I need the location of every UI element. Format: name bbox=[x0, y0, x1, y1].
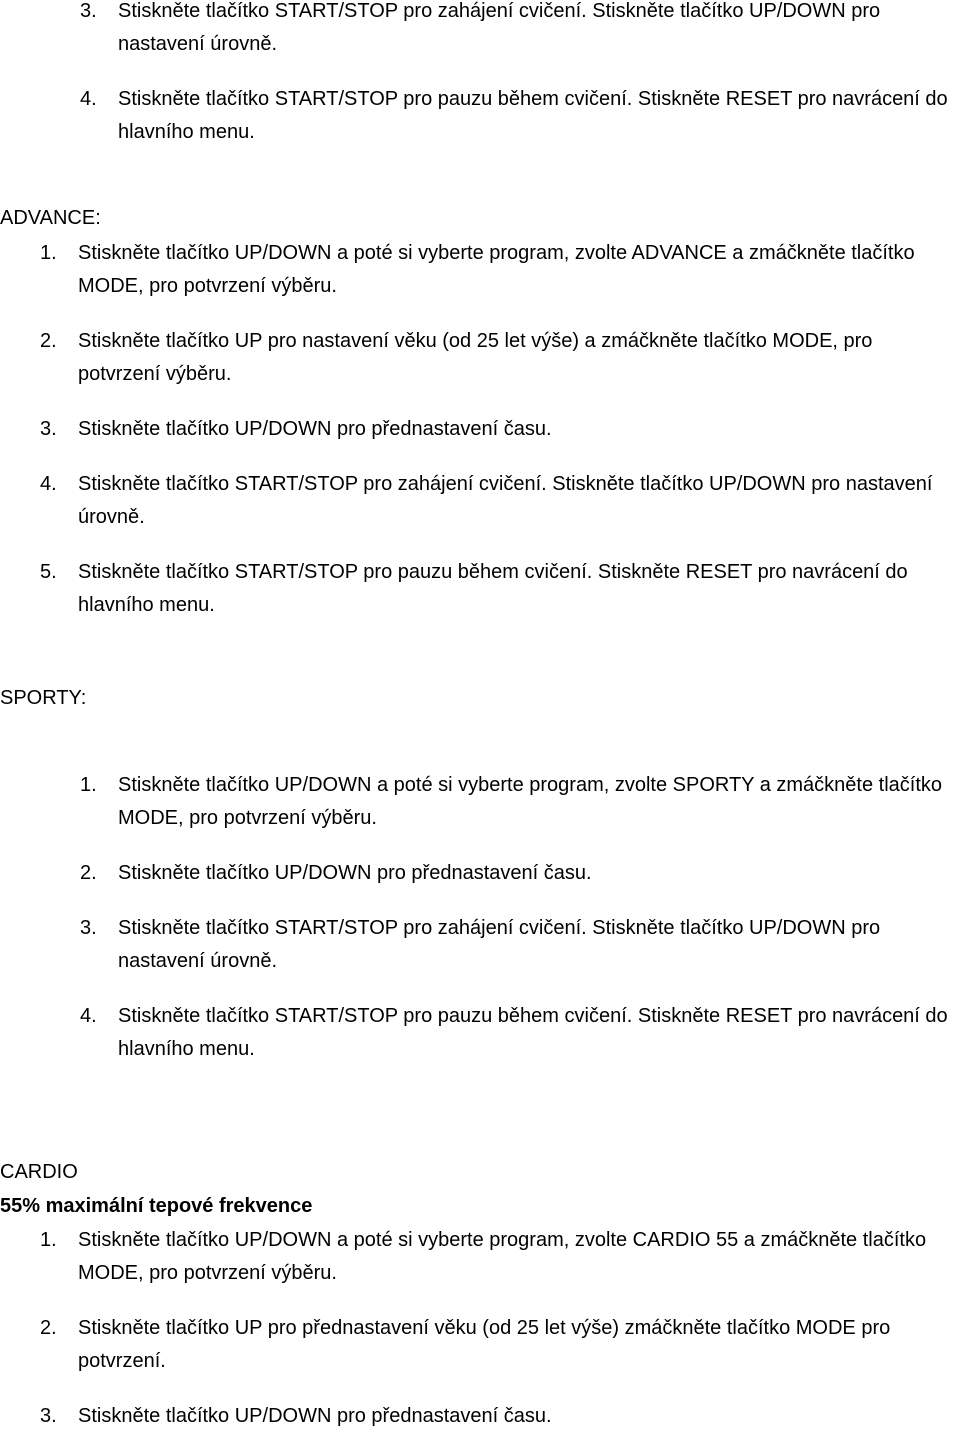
item-text: Stiskněte tlačítko START/STOP pro pauzu během cvičení. Stiskněte RESET pro navrácení do hlavního menu. bbox=[118, 1005, 948, 1060]
item-text: Stiskněte tlačítko START/STOP pro zahájení cvičení. Stiskněte tlačítko UP/DOWN pro nastavení úrovně. bbox=[118, 0, 881, 55]
item-text: Stiskněte tlačítko UP pro přednastavení věku (od 25 let výše) zmáčkněte tlačítko MODE pro potvrzení. bbox=[78, 1317, 891, 1372]
list-item bbox=[0, 857, 960, 890]
section-heading-sporty: SPORTY: bbox=[0, 687, 87, 709]
item-number: 3. bbox=[40, 1405, 57, 1427]
item-text: Stiskněte tlačítko UP pro nastavení věku (od 25 let výše) a zmáčkněte tlačítko MODE, pro potvrzení výběru. bbox=[78, 330, 873, 385]
item-number: 5. bbox=[40, 561, 57, 583]
item-number: 2. bbox=[40, 1317, 57, 1339]
list-item bbox=[0, 1400, 960, 1433]
cardio-list bbox=[0, 1224, 960, 1433]
item-number: 4. bbox=[40, 473, 57, 495]
advance-list bbox=[0, 237, 960, 622]
continued-list bbox=[0, 0, 960, 149]
item-number: 3. bbox=[40, 418, 57, 440]
list-item bbox=[0, 556, 960, 622]
item-text: Stiskněte tlačítko START/STOP pro pauzu během cvičení. Stiskněte RESET pro navrácení do hlavního menu. bbox=[118, 88, 948, 143]
item-text: Stiskněte tlačítko UP/DOWN a poté si vyberte program, zvolte CARDIO 55 a zmáčkněte tlačítko MODE, pro potvrzení výběru. bbox=[78, 1229, 927, 1284]
item-number: 4. bbox=[80, 88, 97, 110]
list-item bbox=[0, 1312, 960, 1378]
item-number: 2. bbox=[80, 862, 97, 884]
list-item bbox=[0, 912, 960, 978]
list-item bbox=[0, 1000, 960, 1066]
list-item bbox=[0, 325, 960, 391]
item-text: Stiskněte tlačítko UP/DOWN a poté si vyberte program, zvolte ADVANCE a zmáčkněte tlačítko MODE, pro potvrzení výběru. bbox=[78, 242, 915, 297]
item-text: Stiskněte tlačítko UP/DOWN pro přednastavení času. bbox=[118, 862, 592, 884]
item-number: 2. bbox=[40, 330, 57, 352]
section-subheading-cardio: 55% maximální tepové frekvence bbox=[0, 1195, 313, 1217]
item-text: Stiskněte tlačítko UP/DOWN pro přednastavení času. bbox=[78, 418, 552, 440]
item-text: Stiskněte tlačítko START/STOP pro zahájení cvičení. Stiskněte tlačítko UP/DOWN pro nastavení úrovně. bbox=[78, 473, 933, 528]
section-heading-advance: ADVANCE: bbox=[0, 207, 101, 229]
list-item bbox=[0, 237, 960, 303]
list-item bbox=[0, 1224, 960, 1290]
list-item bbox=[0, 468, 960, 534]
item-text: Stiskněte tlačítko START/STOP pro zahájení cvičení. Stiskněte tlačítko UP/DOWN pro nastavení úrovně. bbox=[118, 917, 881, 972]
item-number: 1. bbox=[80, 774, 97, 796]
item-text: Stiskněte tlačítko START/STOP pro pauzu během cvičení. Stiskněte RESET pro navrácení do hlavního menu. bbox=[78, 561, 908, 616]
item-number: 3. bbox=[80, 0, 97, 22]
item-text: Stiskněte tlačítko UP/DOWN pro přednastavení času. bbox=[78, 1405, 552, 1427]
list-item bbox=[0, 0, 960, 61]
list-item bbox=[0, 769, 960, 835]
item-number: 1. bbox=[40, 1229, 57, 1251]
item-number: 4. bbox=[80, 1005, 97, 1027]
item-text: Stiskněte tlačítko UP/DOWN a poté si vyberte program, zvolte SPORTY a zmáčkněte tlačítko MODE, pro potvrzení výběru. bbox=[118, 774, 943, 829]
section-heading-cardio: CARDIO bbox=[0, 1161, 78, 1183]
item-number: 3. bbox=[80, 917, 97, 939]
list-item bbox=[0, 83, 960, 149]
item-number: 1. bbox=[40, 242, 57, 264]
sporty-list bbox=[0, 769, 960, 1066]
list-item bbox=[0, 413, 960, 446]
